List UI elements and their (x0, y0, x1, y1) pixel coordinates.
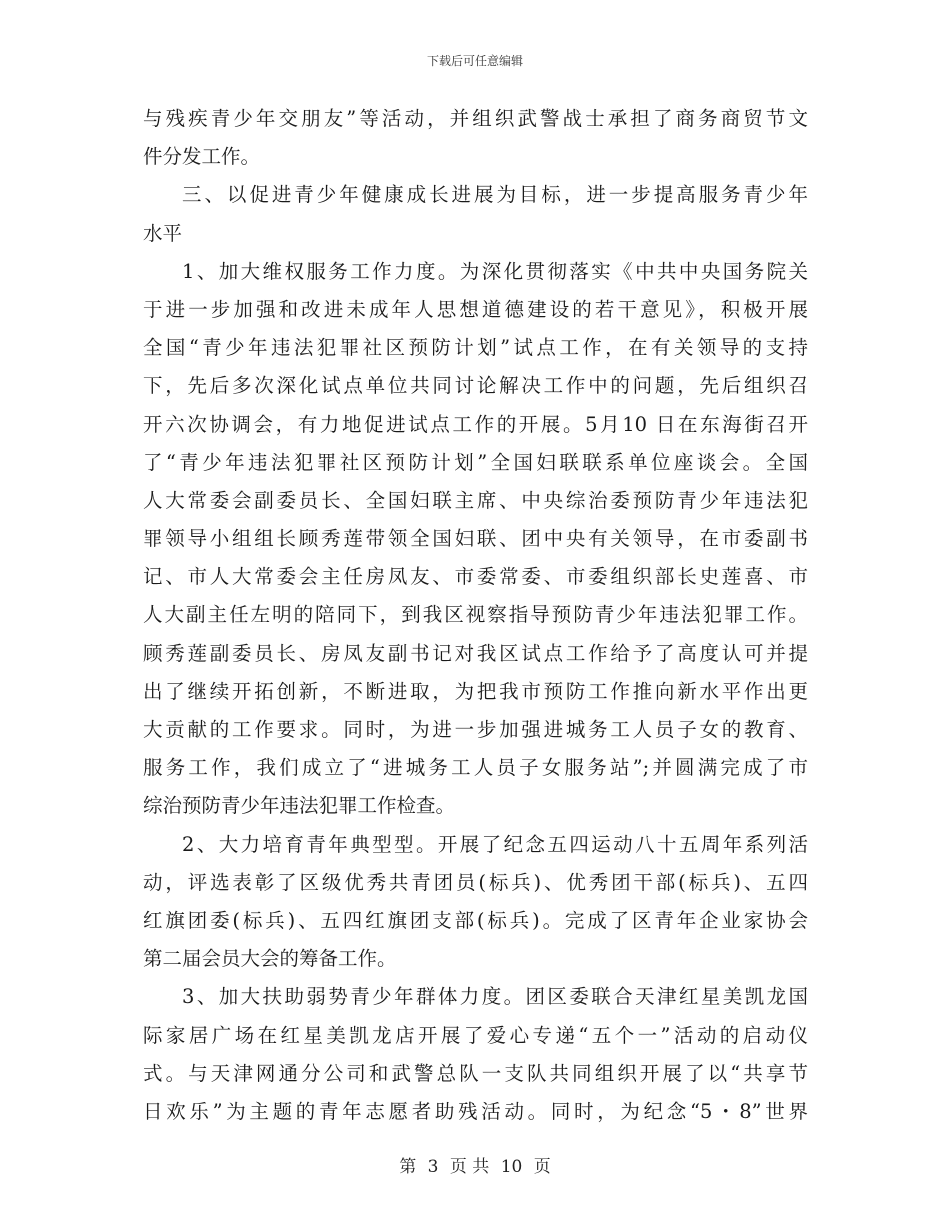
body-line: 记、市人大常委会主任房凤友、市委常委、市委组织部长史莲喜、市 (143, 565, 808, 589)
page-number: 3 (427, 1157, 439, 1177)
body-line: 出了继续开拓创新，不断进取，为把我市预防工作推向新水平作出更 (143, 679, 808, 703)
body-line: 下，先后多次深化试点单位共同讨论解决工作中的问题，先后组织召 (143, 374, 808, 398)
document-body (143, 100, 808, 1131)
body-line: 了“青少年违法犯罪社区预防计划”全国妇联联系单位座谈会。全国 (143, 450, 808, 474)
body-line: 动，评选表彰了区级优秀共青团员(标兵)、优秀团干部(标兵)、五四 (143, 870, 808, 894)
section-heading-line: 水平 (143, 221, 183, 245)
total-pages: 10 (500, 1157, 523, 1177)
body-line: 际家居广场在红星美凯龙店开展了爱心专递“五个一”活动的启动仪 (143, 1023, 808, 1047)
body-line: 大贡献的工作要求。同时，为进一步加强进城务工人员子女的教育、 (143, 718, 808, 741)
body-line: 件分发工作。 (143, 145, 261, 169)
body-line: 式。与天津网通分公司和武警总队一支队共同组织开展了以“共享节 (143, 1061, 808, 1085)
body-line: 服务工作，我们成立了“进城务工人员子女服务站”;并圆满完成了市 (143, 756, 808, 780)
body-line: 人大副主任左明的陪同下，到我区视察指导预防青少年违法犯罪工作。 (143, 603, 808, 627)
body-line: 罪领导小组组长顾秀莲带领全国妇联、团中央有关领导，在市委副书 (143, 527, 808, 551)
body-line: 日欢乐”为主题的青年志愿者助残活动。同时，为纪念“5・8”世界 (143, 1099, 808, 1123)
section-heading-line: 三、以促进青少年健康成长进展为目标，进一步提高服务青少年 (182, 183, 808, 207)
body-line: 综治预防青少年违法犯罪工作检查。 (143, 794, 456, 818)
body-line: 2、大力培育青年典型型。开展了纪念五四运动八十五周年系列活 (182, 832, 808, 856)
page-label-suffix: 页 (533, 1157, 551, 1177)
body-line: 1、加大维权服务工作力度。为深化贯彻落实《中共中央国务院关 (182, 259, 808, 283)
body-line: 开六次协调会，有力地促进试点工作的开展。5月10 日在东海街召开 (143, 412, 808, 436)
page-label-middle: 页 共 (449, 1157, 490, 1177)
body-line: 3、加大扶助弱势青少年群体力度。团区委联合天津红星美凯龙国 (182, 985, 808, 1009)
body-line: 全国“青少年违法犯罪社区预防计划”试点工作，在有关领导的支持 (143, 336, 808, 360)
body-line: 与残疾青少年交朋友”等活动，并组织武警战士承担了商务商贸节文 (143, 107, 808, 130)
body-line: 顾秀莲副委员长、房凤友副书记对我区试点工作给予了高度认可并提 (143, 641, 808, 665)
body-line: 于进一步加强和改进未成年人思想道德建设的若干意见》，积极开展 (143, 297, 808, 321)
page-header: 下载后可任意编辑 (426, 54, 523, 68)
body-line: 人大常委会副委员长、全国妇联主席、中央综治委预防青少年违法犯 (143, 488, 808, 512)
page-label-prefix: 第 (399, 1157, 417, 1177)
body-line: 第二届会员大会的筹备工作。 (143, 947, 397, 971)
body-line: 红旗团委(标兵)、五四红旗团支部(标兵)。完成了区青年企业家协会 (143, 908, 808, 932)
page-footer (0, 1152, 950, 1177)
